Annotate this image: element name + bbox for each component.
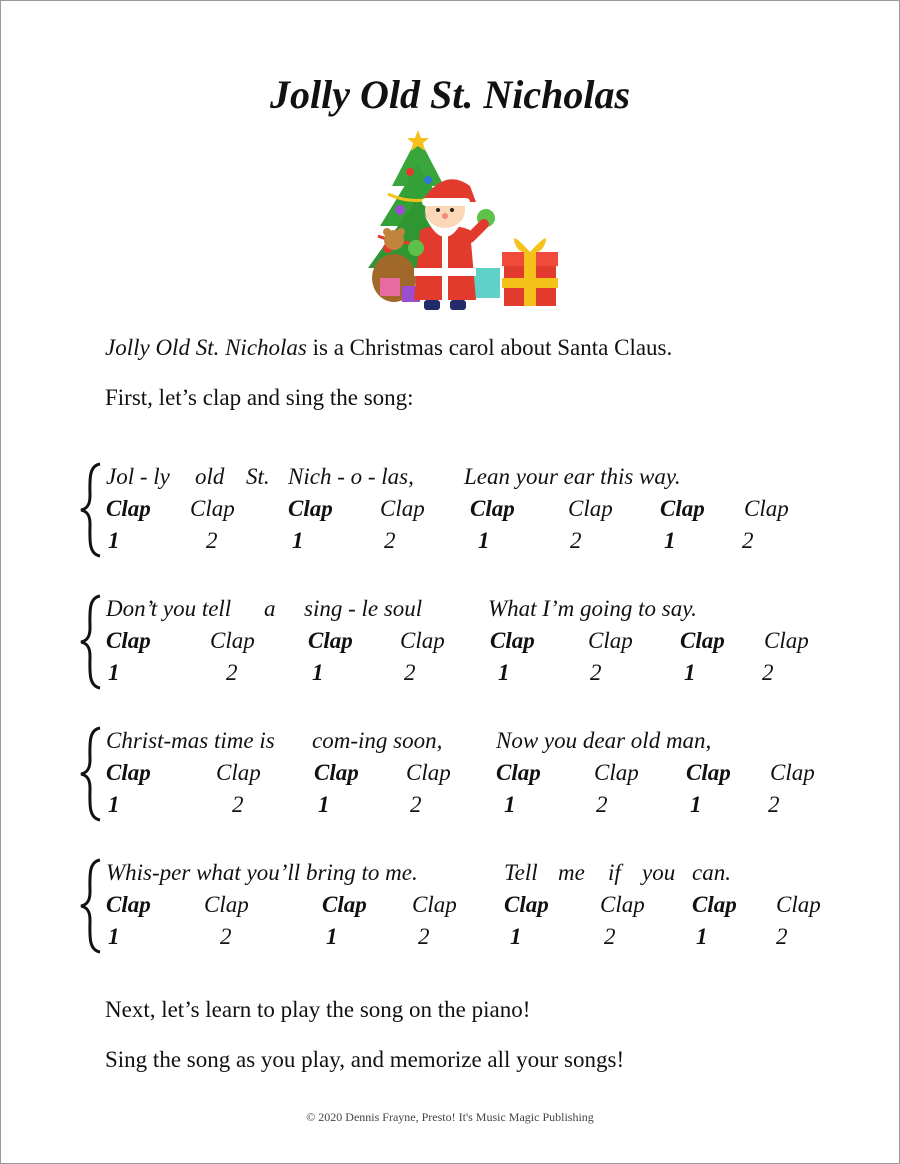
lyric-word: Christ-mas time is bbox=[106, 728, 275, 753]
count-weak: 2 bbox=[596, 792, 608, 817]
count-weak: 2 bbox=[206, 528, 218, 553]
clap-instruction: First, let’s clap and sing the song: bbox=[105, 385, 414, 410]
count-weak: 2 bbox=[220, 924, 232, 949]
count-strong: 1 bbox=[108, 792, 120, 817]
clap-strong: Clap bbox=[686, 760, 731, 785]
clap-strong: Clap bbox=[106, 628, 151, 653]
lyric-word: Tell bbox=[504, 860, 538, 885]
lyric-word: What I’m going to say. bbox=[488, 596, 697, 621]
count-weak: 2 bbox=[742, 528, 754, 553]
clap-weak: Clap bbox=[764, 628, 809, 653]
count-strong: 1 bbox=[108, 660, 120, 685]
count-weak: 2 bbox=[404, 660, 416, 685]
clap-weak: Clap bbox=[204, 892, 249, 917]
count-strong: 1 bbox=[478, 528, 490, 553]
copyright-notice: © 2020 Dennis Frayne, Presto! It's Music Magic Publishing bbox=[306, 1110, 594, 1124]
stanza-3 bbox=[78, 726, 858, 822]
lyric-word: Jol - ly bbox=[106, 464, 170, 489]
lyric-word: can. bbox=[692, 860, 731, 885]
clap-weak: Clap bbox=[406, 760, 451, 785]
lyric-word: Now you dear old man, bbox=[496, 728, 712, 753]
count-weak: 2 bbox=[604, 924, 616, 949]
count-weak: 2 bbox=[226, 660, 238, 685]
lyric-word: you bbox=[642, 860, 676, 885]
clap-weak: Clap bbox=[568, 496, 613, 521]
gift-icon bbox=[380, 278, 400, 296]
count-strong: 1 bbox=[504, 792, 516, 817]
count-weak: 2 bbox=[418, 924, 430, 949]
count-strong: 1 bbox=[312, 660, 324, 685]
memorize-instruction: Sing the song as you play, and memorize all your songs! bbox=[105, 1047, 625, 1072]
count-strong: 1 bbox=[326, 924, 338, 949]
clap-strong: Clap bbox=[496, 760, 541, 785]
clap-strong: Clap bbox=[322, 892, 367, 917]
clap-weak: Clap bbox=[210, 628, 255, 653]
clap-weak: Clap bbox=[770, 760, 815, 785]
brace-icon bbox=[78, 462, 104, 558]
lyric-word: St. bbox=[246, 464, 270, 489]
clap-weak: Clap bbox=[744, 496, 789, 521]
clap-weak: Clap bbox=[776, 892, 821, 917]
lyric-word: Nich - o - las, bbox=[288, 464, 414, 489]
count-weak: 2 bbox=[768, 792, 780, 817]
lyric-word: old bbox=[195, 464, 225, 489]
clap-strong: Clap bbox=[288, 496, 333, 521]
clap-strong: Clap bbox=[106, 892, 151, 917]
clap-strong: Clap bbox=[680, 628, 725, 653]
brace-icon bbox=[78, 858, 104, 954]
clap-strong: Clap bbox=[470, 496, 515, 521]
count-weak: 2 bbox=[232, 792, 244, 817]
clap-weak: Clap bbox=[400, 628, 445, 653]
stanza-1 bbox=[78, 462, 858, 558]
page-title: Jolly Old St. Nicholas bbox=[269, 72, 631, 117]
clap-weak: Clap bbox=[380, 496, 425, 521]
clap-weak: Clap bbox=[412, 892, 457, 917]
count-weak: 2 bbox=[410, 792, 422, 817]
brace-icon bbox=[78, 726, 104, 822]
lyric-word: com-ing soon, bbox=[312, 728, 443, 753]
count-strong: 1 bbox=[664, 528, 676, 553]
clap-strong: Clap bbox=[106, 496, 151, 521]
clap-strong: Clap bbox=[660, 496, 705, 521]
lyric-word: sing - le soul bbox=[304, 596, 423, 621]
clap-weak: Clap bbox=[588, 628, 633, 653]
count-strong: 1 bbox=[318, 792, 330, 817]
count-strong: 1 bbox=[292, 528, 304, 553]
brace-icon bbox=[78, 594, 104, 690]
clap-weak: Clap bbox=[190, 496, 235, 521]
big-gift-icon bbox=[502, 238, 558, 306]
stanza-4 bbox=[78, 858, 858, 954]
intro-sentence bbox=[105, 334, 672, 362]
clap-weak: Clap bbox=[216, 760, 261, 785]
count-strong: 1 bbox=[108, 924, 120, 949]
stanza-2 bbox=[78, 594, 858, 690]
count-weak: 2 bbox=[590, 660, 602, 685]
count-strong: 1 bbox=[510, 924, 522, 949]
lyric-word: Don’t you tell bbox=[106, 596, 232, 621]
piano-instruction: Next, let’s learn to play the song on the piano! bbox=[105, 997, 531, 1022]
clap-weak: Clap bbox=[600, 892, 645, 917]
lyric-word: Whis-per what you’ll bring to me. bbox=[106, 860, 418, 885]
clap-strong: Clap bbox=[490, 628, 535, 653]
song-name: Jolly Old St. Nicholas bbox=[105, 335, 307, 360]
count-strong: 1 bbox=[684, 660, 696, 685]
count-weak: 2 bbox=[776, 924, 788, 949]
intro-rest: is a Christmas carol about Santa Claus. bbox=[306, 335, 673, 360]
lyric-word: Lean your ear this way. bbox=[464, 464, 681, 489]
clap-weak: Clap bbox=[594, 760, 639, 785]
lyric-word: if bbox=[608, 860, 621, 885]
clap-strong: Clap bbox=[314, 760, 359, 785]
count-strong: 1 bbox=[696, 924, 708, 949]
count-strong: 1 bbox=[108, 528, 120, 553]
clap-strong: Clap bbox=[106, 760, 151, 785]
count-strong: 1 bbox=[498, 660, 510, 685]
lyric-word: a bbox=[264, 596, 276, 621]
clap-strong: Clap bbox=[308, 628, 353, 653]
count-strong: 1 bbox=[690, 792, 702, 817]
clap-strong: Clap bbox=[692, 892, 737, 917]
count-weak: 2 bbox=[384, 528, 396, 553]
clap-strong: Clap bbox=[504, 892, 549, 917]
count-weak: 2 bbox=[762, 660, 774, 685]
lyric-word: me bbox=[558, 860, 585, 885]
santa-tree-illustration bbox=[358, 128, 562, 312]
count-weak: 2 bbox=[570, 528, 582, 553]
